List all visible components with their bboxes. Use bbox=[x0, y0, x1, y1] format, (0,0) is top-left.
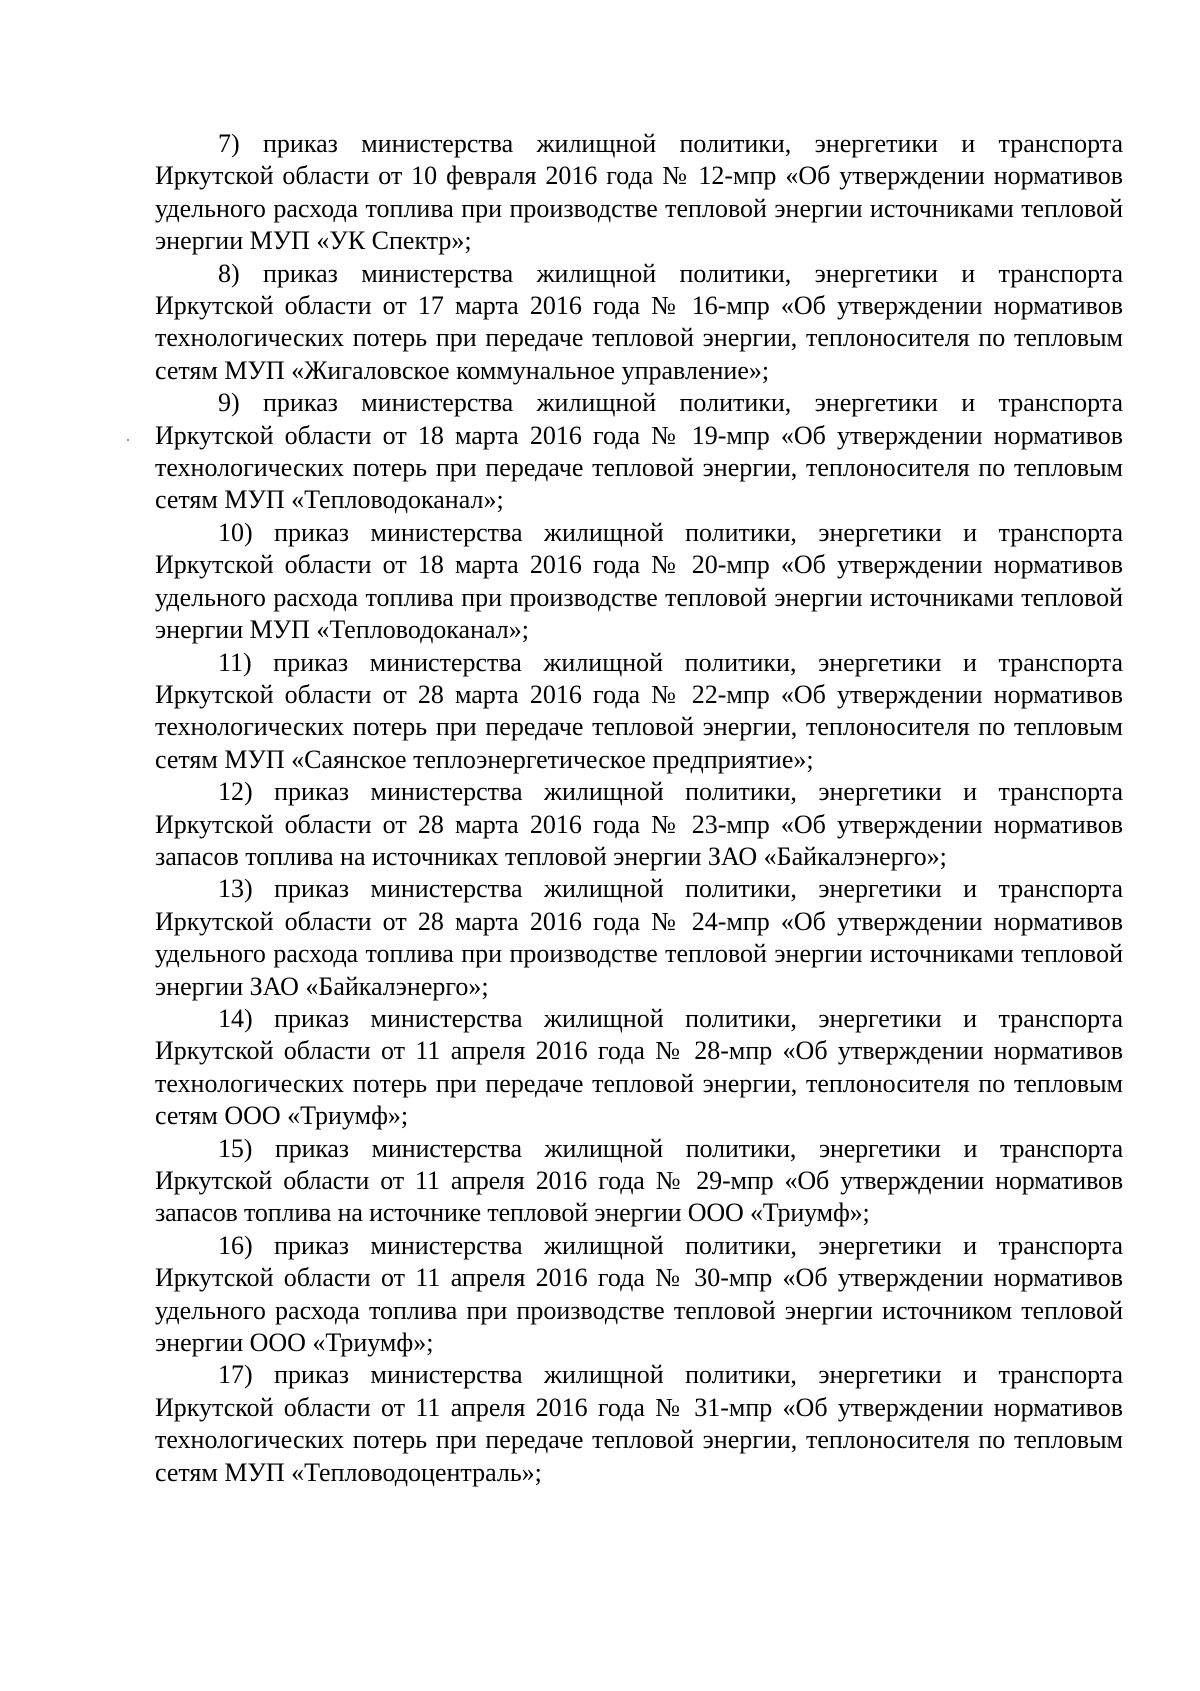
document-body bbox=[155, 128, 1123, 1489]
list-item-10: 10) приказ министерства жилищной политики, энергетики и транспорта Иркутской области от 18 марта 2016 года № 20-мпр «Об утверждении нормативов удельного расхода топлива при производстве тепловой энергии источниками тепловой энергии МУП «Тепловодоканал»; bbox=[155, 517, 1123, 645]
list-item-7: 7) приказ министерства жилищной политики, энергетики и транспорта Иркутской области от 10 февраля 2016 года № 12-мпр «Об утверждении нормативов удельного расхода топлива при производстве тепловой энергии источниками тепловой энергии МУП «УК Спектр»; bbox=[155, 129, 1123, 256]
list-item-12: 12) приказ министерства жилищной политики, энергетики и транспорта Иркутской области от 28 марта 2016 года № 23-мпр «Об утверждении нормативов запасов топлива на источниках тепловой энергии ЗАО «Байкалэнерго»; bbox=[155, 777, 1123, 871]
list-item-9: 9) приказ министерства жилищной политики, энергетики и транспорта Иркутской области от 18 марта 2016 года № 19-мпр «Об утверждении нормативов технологических потерь при передаче тепловой энергии, теплоносителя по тепловым сетям МУП «Тепловодоканал»; bbox=[155, 388, 1123, 515]
scan-speck bbox=[127, 439, 129, 441]
list-item-8: 8) приказ министерства жилищной политики, энергетики и транспорта Иркутской области от 17 марта 2016 года № 16-мпр «Об утверждении нормативов технологических потерь при передаче тепловой энергии, теплоносителя по тепловым сетям МУП «Жигаловское коммунальное управление»; bbox=[155, 258, 1123, 385]
list-item-11: 11) приказ министерства жилищной политики, энергетики и транспорта Иркутской области от 28 марта 2016 года № 22-мпр «Об утверждении нормативов технологических потерь при передаче тепловой энергии, теплоносителя по тепловым сетям МУП «Саянское теплоэнергетическое предприятие»; bbox=[155, 647, 1123, 774]
list-item-14: 14) приказ министерства жилищной политики, энергетики и транспорта Иркутской области от 11 апреля 2016 года № 28-мпр «Об утверждении нормативов технологических потерь при передаче тепловой энергии, теплоносителя по тепловым сетям ООО «Триумф»; bbox=[155, 1003, 1123, 1131]
list-item-17: 17) приказ министерства жилищной политики, энергетики и транспорта Иркутской области от 11 апреля 2016 года № 31-мпр «Об утверждении нормативов технологических потерь при передаче тепловой энергии, теплоносителя по тепловым сетям МУП «Тепловодоцентраль»; bbox=[155, 1360, 1123, 1487]
list-item-16: 16) приказ министерства жилищной политики, энергетики и транспорта Иркутской области от 11 апреля 2016 года № 30-мпр «Об утверждении нормативов удельного расхода топлива при производстве тепловой энергии источником тепловой энергии ООО «Триумф»; bbox=[155, 1230, 1123, 1358]
list-item-13: 13) приказ министерства жилищной политики, энергетики и транспорта Иркутской области от 28 марта 2016 года № 24-мпр «Об утверждении нормативов удельного расхода топлива при производстве тепловой энергии источниками тепловой энергии ЗАО «Байкалэнерго»; bbox=[155, 874, 1123, 1001]
list-item-15: 15) приказ министерства жилищной политики, энергетики и транспорта Иркутской области от 11 апреля 2016 года № 29-мпр «Об утверждении нормативов запасов топлива на источнике тепловой энергии ООО «Триумф»; bbox=[155, 1133, 1123, 1228]
